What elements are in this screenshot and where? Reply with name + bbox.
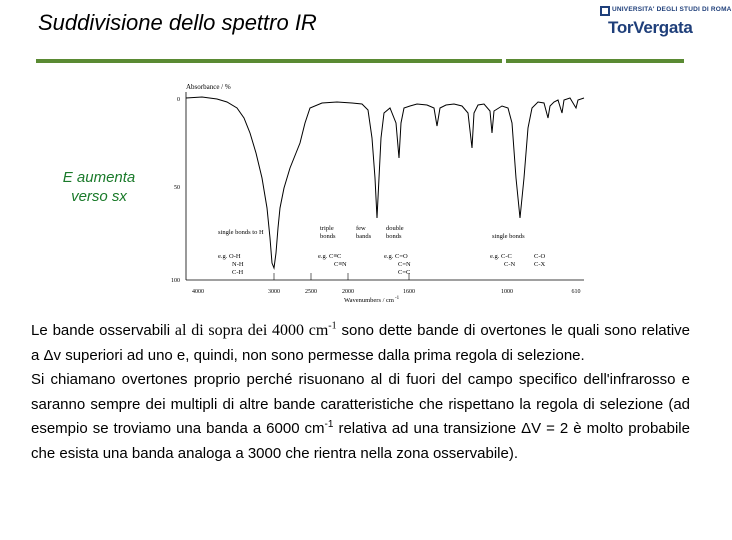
title-rule-left: [36, 59, 502, 63]
p1-part2: sono dette bande di overtones le quali sono relative a Δv superiori ad uno e, quindi, non sono permesse dalla prima regola di selezione.: [31, 322, 690, 364]
example-c-x: C-X: [534, 261, 546, 268]
label-triple-1: triple: [320, 225, 334, 232]
y-tick-100: 100: [171, 278, 180, 284]
x-tick-2000: 2000: [342, 289, 354, 295]
label-few-2: bands: [356, 233, 372, 240]
example-ctc: e.g. C≡C: [318, 253, 342, 260]
example-ctn: C≡N: [334, 261, 347, 268]
example-ch: C-H: [232, 269, 244, 276]
y-axis-label: Absorbance / %: [186, 83, 231, 91]
x-tick-1600: 1600: [403, 289, 415, 295]
p2-sup: -1: [324, 419, 334, 430]
example-c-c: e.g. C-C: [490, 253, 512, 260]
example-nh: N-H: [232, 261, 244, 268]
x-axis-label-sup: -1: [395, 296, 400, 301]
example-cc: C=C: [398, 269, 411, 276]
x-tick-1000: 1000: [501, 289, 513, 295]
x-tick-4000: 4000: [192, 289, 204, 295]
annotation-line-1: E aumenta: [62, 169, 136, 186]
p2-part1: Si chiamano overtones proprio perché risuonano al di fuori del campo specifico dell'infrarosso e saranno sempre dei multipli di altre bande caratteristiche che rispettano la regola di selezione (ad esempio se troviamo una banda a 6000 cm: [31, 371, 690, 437]
label-few-1: few: [356, 225, 366, 232]
paragraph-2: [31, 368, 690, 466]
example-c-o: C-O: [534, 253, 546, 260]
x-tick-3000: 3000: [268, 289, 280, 295]
energy-annotation: [44, 168, 154, 206]
p1-part1: Le bande osservabili: [31, 322, 175, 339]
university-logo: [598, 4, 732, 44]
spectrum-trace: [186, 97, 584, 268]
x-axis-label: Wavenumbers / cm: [343, 297, 394, 304]
label-double-2: bonds: [386, 233, 402, 240]
y-tick-50: 50: [174, 185, 180, 191]
p1-emphasis: [175, 322, 337, 339]
label-double-1: double: [386, 225, 404, 232]
example-co: e.g. C=O: [384, 253, 408, 260]
p1-emph-text: al di sopra dei 4000 cm: [174, 322, 329, 339]
logo-university-text: UNIVERSITA' DEGLI STUDI DI ROMA: [612, 6, 732, 13]
x-tick-610: 610: [571, 289, 581, 295]
label-triple-2: bonds: [320, 233, 336, 240]
p2-part2: relativa ad una transizione ΔV = 2 è molto probabile che esista una banda analoga a 3000 che rientra nella zona osservabile).: [31, 420, 690, 462]
x-tick-2500: 2500: [305, 289, 317, 295]
title-rule-right: [506, 59, 684, 63]
paragraph-1: [31, 319, 690, 368]
label-single-bonds: single bonds: [492, 233, 525, 240]
body-text: [31, 319, 690, 466]
example-oh: e.g. O-H: [218, 253, 241, 260]
y-tick-0: 0: [177, 97, 180, 103]
ir-spectrum: [172, 78, 592, 308]
label-single-bonds-h: single bonds to H: [218, 229, 264, 236]
example-c-n: C-N: [504, 261, 516, 268]
p1-emph-sup: -1: [328, 320, 337, 332]
slide-title: Suddivisione dello spettro IR: [38, 10, 317, 35]
logo-brand-text: TorVergata: [608, 18, 693, 37]
university-crest-icon: [600, 6, 610, 16]
annotation-line-2: verso sx: [71, 188, 127, 205]
example-cn: C=N: [398, 261, 411, 268]
